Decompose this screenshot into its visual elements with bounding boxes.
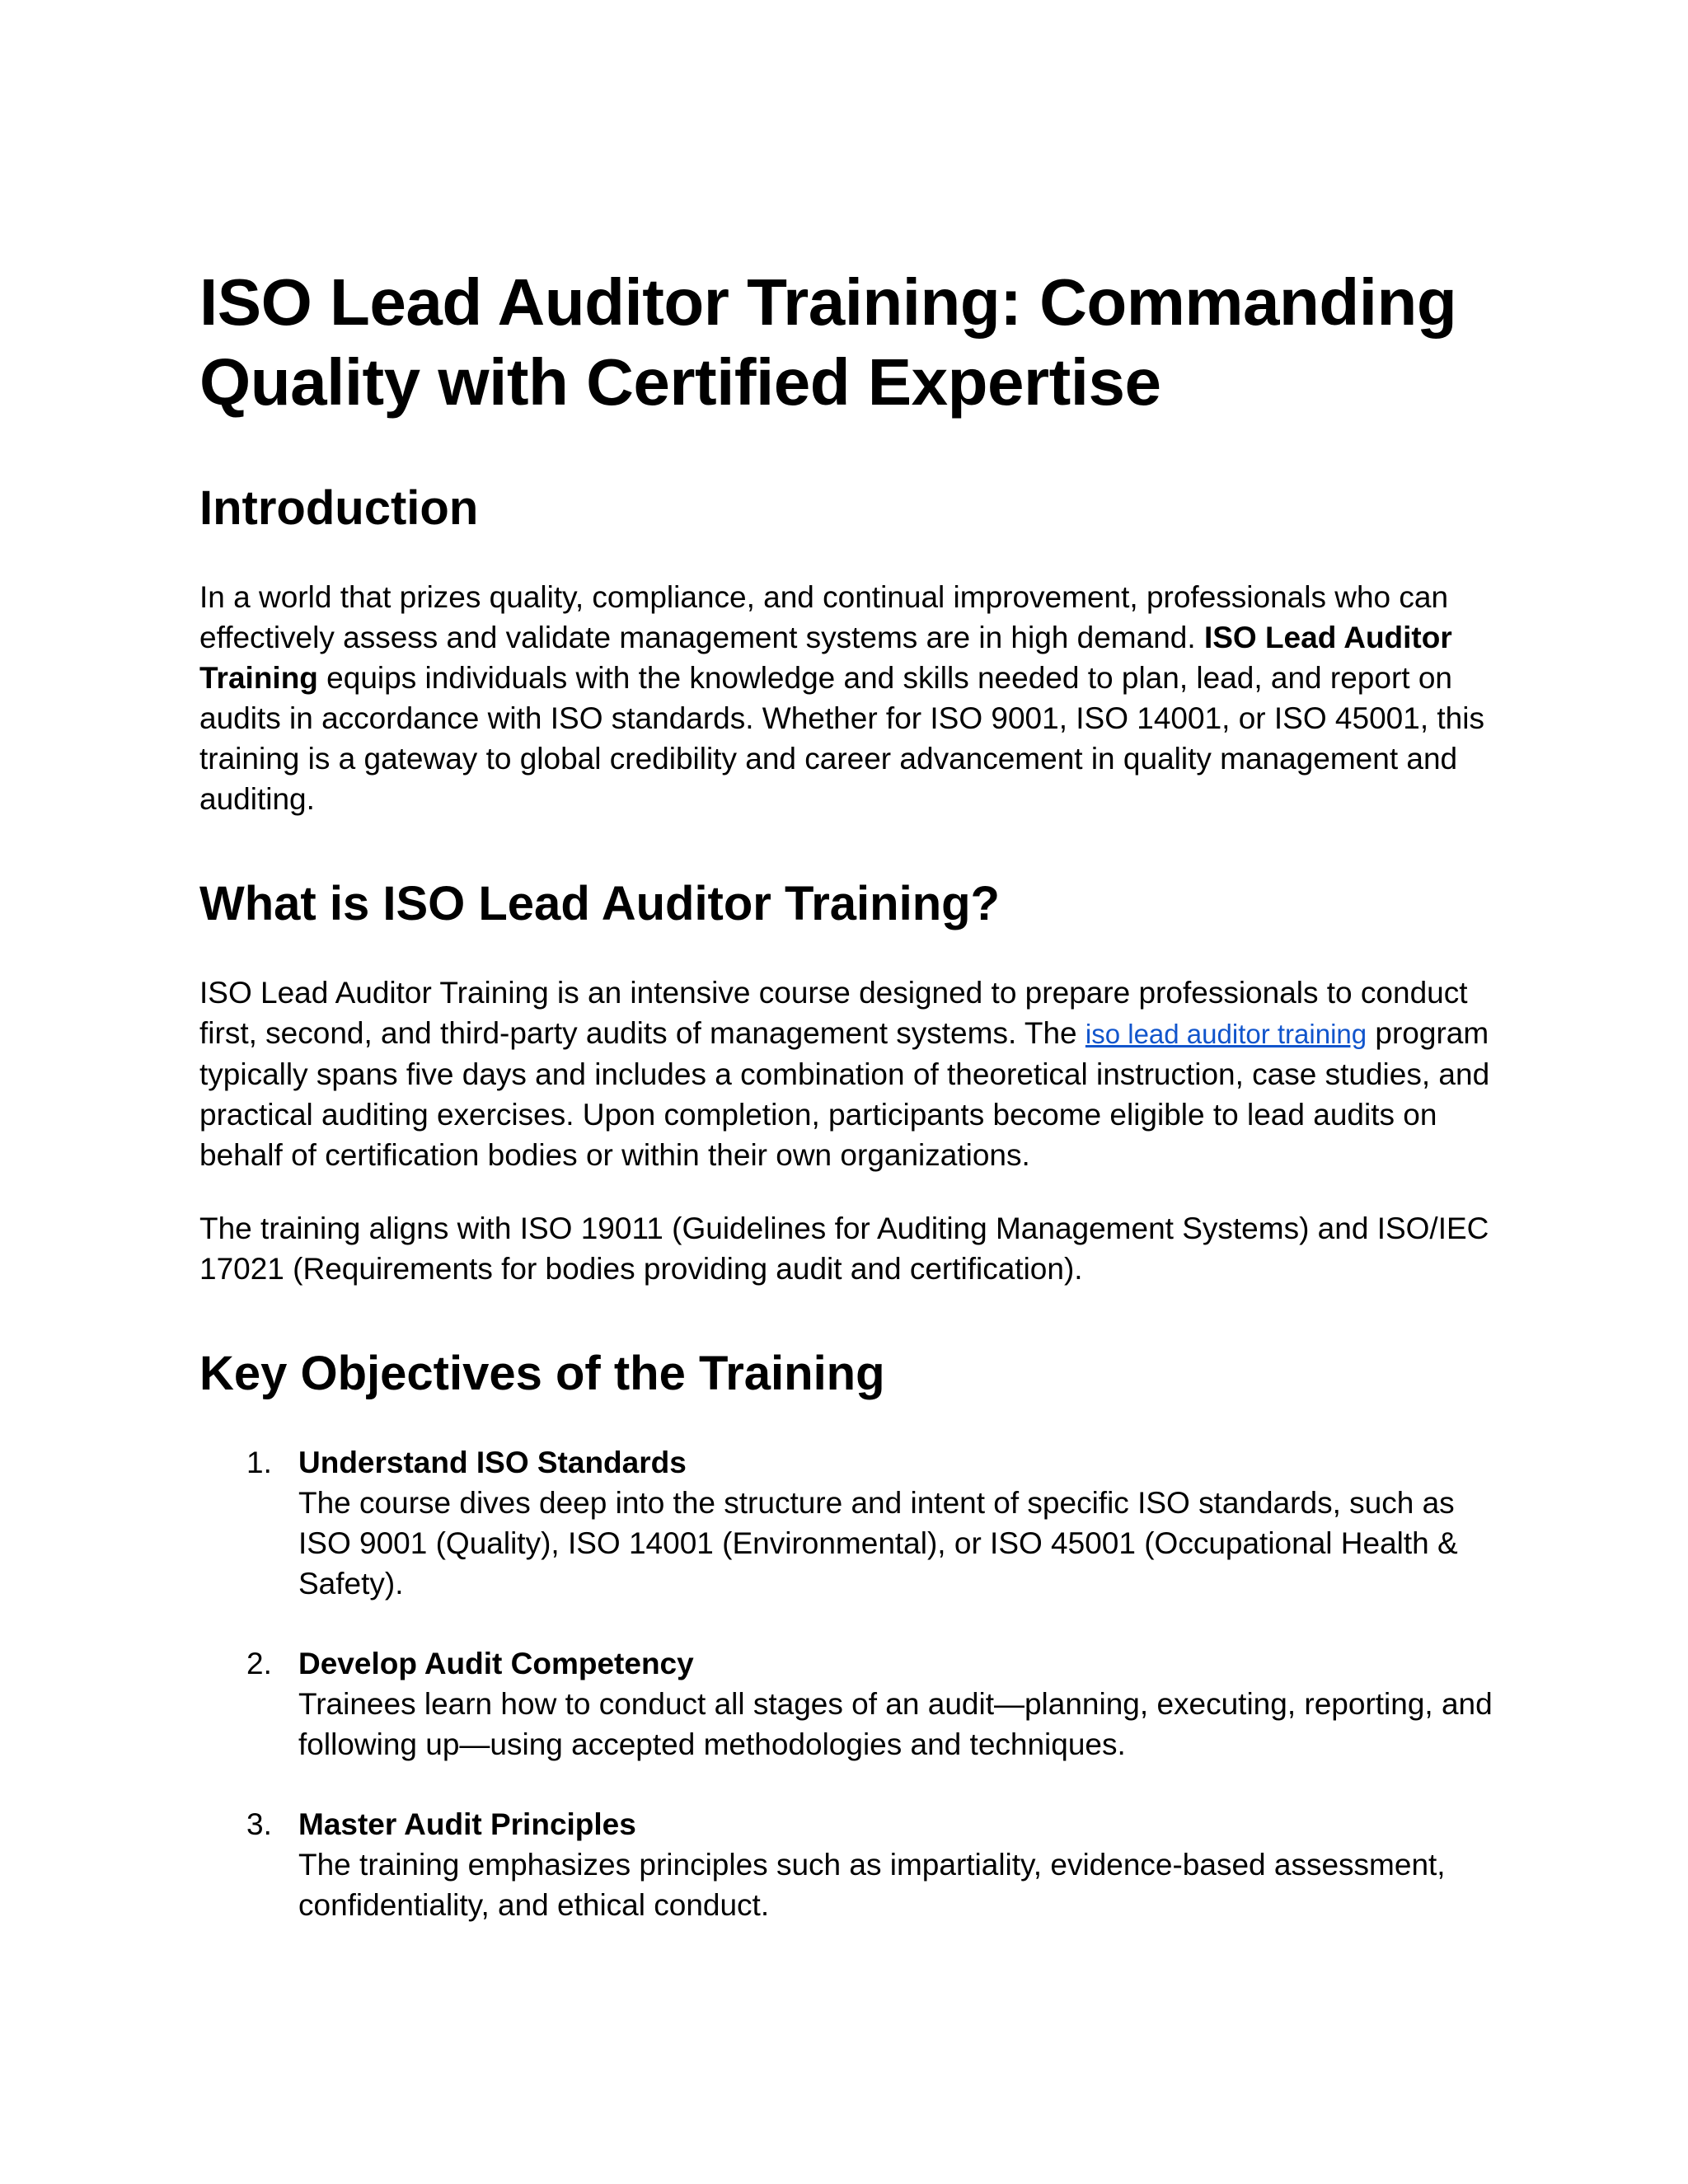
what-is-text-end: program typically spans five days and includes a combination of theoretical instruction, case studies, and practical auditing exercises. Upon completion, participants become eligible to lead audits on behalf of certification bodies or within their own organizations.: [199, 1016, 1490, 1172]
list-item: [199, 1804, 1493, 1925]
objectives-heading: Key Objectives of the Training: [199, 1347, 885, 1400]
list-item-title: Develop Audit Competency: [298, 1647, 694, 1680]
intro-bold-term: ISO Lead Auditor Training: [199, 621, 1452, 695]
list-number: 2.: [246, 1647, 272, 1680]
list-number: 3.: [246, 1807, 272, 1841]
list-item: [199, 1442, 1493, 1604]
what-is-paragraph-2: The training aligns with ISO 19011 (Guidelines for Auditing Management Systems) and ISO/IEC 17021 (Requirements for bodies providing audit and certification).: [199, 1212, 1489, 1286]
list-number: 1.: [246, 1446, 272, 1479]
list-item-text: The training emphasizes principles such as impartiality, evidence-based assessment, confidentiality, and ethical conduct.: [298, 1848, 1446, 1922]
list-item: [199, 1643, 1493, 1765]
document-page: [199, 262, 1493, 1965]
intro-text-start: In a world that prizes quality, compliance, and continual improvement, professionals who can effectively assess and validate management systems are in high demand.: [199, 580, 1449, 654]
list-item-text: Trainees learn how to conduct all stages of an audit—planning, executing, reporting, and following up—using accepted methodologies and techniques.: [298, 1687, 1493, 1761]
list-item-text: The course dives deep into the structure and intent of specific ISO standards, such as ISO 9001 (Quality), ISO 14001 (Environmental), or ISO 45001 (Occupational Health & Safety).: [298, 1486, 1458, 1601]
what-is-paragraph-1: [199, 972, 1493, 1175]
document-title: ISO Lead Auditor Training: Commanding Quality with Certified Expertise: [199, 265, 1457, 419]
intro-text-end: equips individuals with the knowledge and skills needed to plan, lead, and report on audits in accordance with ISO standards. Whether for ISO 9001, ISO 14001, or ISO 45001, this training is a gateway to global credibility and career advancement in quality management and auditing.: [199, 661, 1484, 816]
list-item-title: Understand ISO Standards: [298, 1446, 687, 1479]
what-is-text-start: ISO Lead Auditor Training is an intensive course designed to prepare professionals to conduct first, second, and third-party audits of management systems. The: [199, 976, 1468, 1050]
list-item-title: Master Audit Principles: [298, 1807, 636, 1841]
what-is-heading: What is ISO Lead Auditor Training?: [199, 877, 1000, 930]
training-link[interactable]: iso lead auditor training: [1085, 1019, 1367, 1049]
objectives-list: [199, 1442, 1493, 1925]
introduction-heading: Introduction: [199, 481, 479, 535]
introduction-paragraph: [199, 577, 1493, 819]
